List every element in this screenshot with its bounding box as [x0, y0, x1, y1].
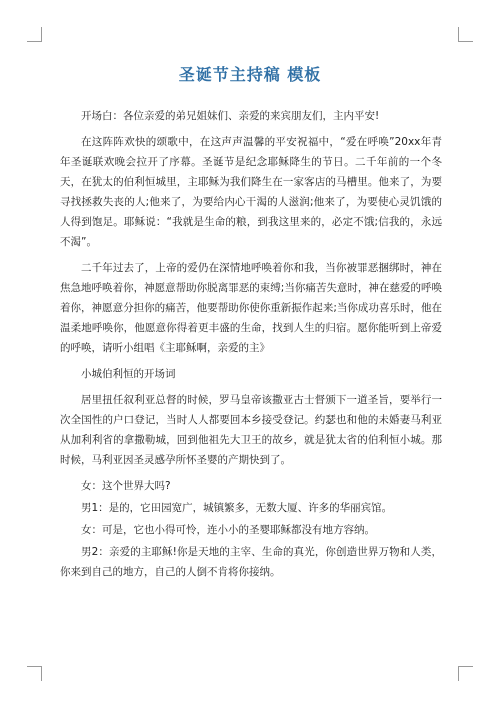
- document-body: [60, 106, 442, 588]
- call-paragraph: 二千年过去了，上帝的爱仍在深情地呼唤着你和我，当你被罪恶捆绑时，神在焦急地呼唤着你，神愿意帮助你脱离罪恶的束缚;当你痛苦失意时，神在慈爱的呼唤着你，神愿意分担你的痛苦，他要帮助你使你重新振作起来;当你成功喜乐时，他在温柔地呼唤你，他愿意你得着更丰盛的生命，找到人生的归宿。愿你能听到上帝爱的呼唤，请听小组唱《主耶稣啊，亲爱的主》: [60, 262, 442, 354]
- dialogue-line: 女：可是，它也小得可怜，连小小的圣婴耶稣都没有地方容纳。: [81, 524, 375, 536]
- opening-paragraph: 开场白：各位亲爱的弟兄姐妹们、亲爱的来宾朋友们，主内平安!: [81, 110, 380, 122]
- dialogue-line: 男2：亲爱的主耶稣!你是天地的主宰、生命的真光，你创造世界万物和人类，你来到自己的地方，自己的人倒不肯将你接纳。: [60, 546, 442, 578]
- story-paragraph: 居里扭任叙利亚总督的时候，罗马皇帝该撒亚古士督颁下一道圣旨，要举行一次全国性的户口登记，当时人人都要回本乡接受登记。约瑟也和他的未婚妻马利亚从加利利省的拿撒勒城，回到他祖先大卫王的故乡，就是犹太省的伯利恒小城。那时候，马利亚因圣灵感孕所怀圣婴的产期快到了。: [60, 394, 442, 466]
- dialogue-line: 男1：是的，它田园宽广，城镇繁多，无数大厦、许多的华丽宾馆。: [81, 502, 393, 514]
- document-title: 圣诞节主持稿 模板: [178, 65, 322, 84]
- section-heading: 小城伯利恒的开场词: [81, 368, 176, 380]
- intro-paragraph: 在这阵阵欢快的颂歌中，在这声声温馨的平安祝福中，“爱在呼唤”20xx年青年圣诞联欢晚会拉开了序幕。圣诞节是纪念耶稣降生的节日。二千年前的一个冬天，在犹太的伯利恒城里，主耶稣为我们降生在一家客店的马槽里。他来了，为要寻找拯救失丧的人;他来了，为要给内心干渴的人滋润;他来了，为要使心灵饥饿的人得到饱足。耶稣说：“我就是生命的粮，到我这里来的，必定不饿;信我的，永远不渴”。: [60, 136, 442, 248]
- dialogue-line: 女：这个世界大吗?: [81, 480, 171, 492]
